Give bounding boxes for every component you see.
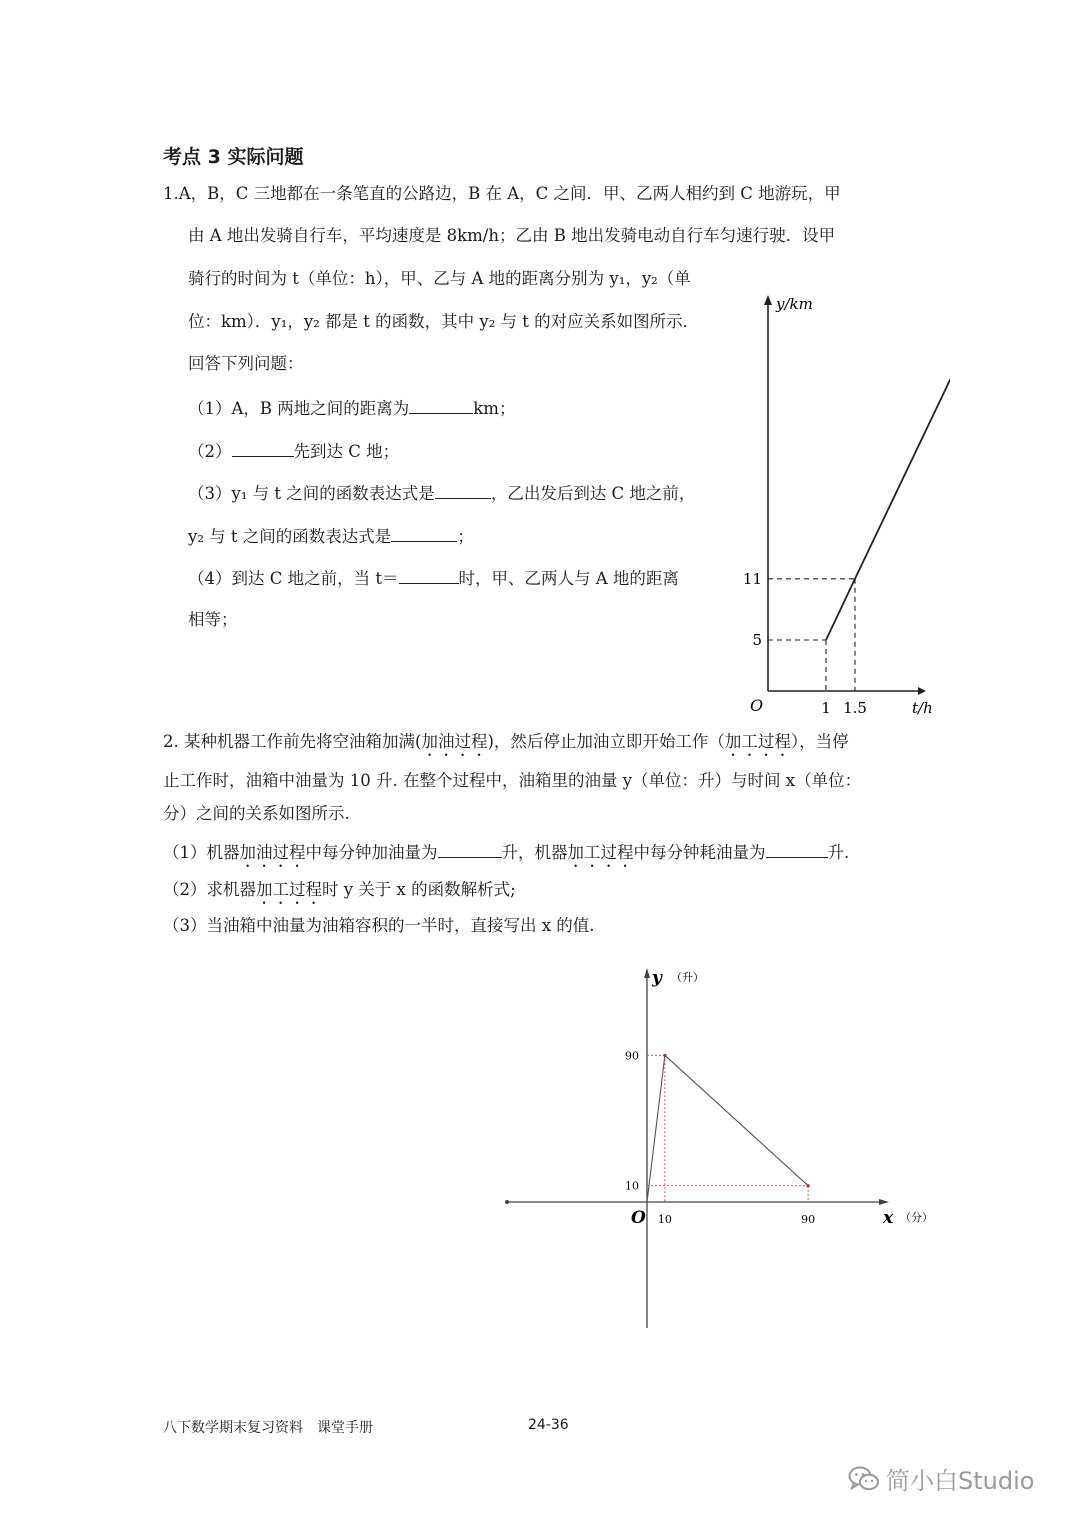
answer-blank[interactable]: [391, 527, 457, 542]
x-axis-label: t/h: [912, 699, 933, 717]
q2-line2: 止工作时，油箱中油量为 10 升. 在整个过程中，油箱里的油量 y（单位：升）与时间 x（单位：: [163, 771, 862, 790]
answer-blank[interactable]: [232, 442, 294, 457]
q2-sub1-c: 升，机器: [501, 843, 568, 862]
q2-sub1-e: 升.: [827, 843, 850, 862]
y-axis-label: y/km: [776, 295, 813, 313]
x-axis-start-dot: [505, 1200, 509, 1204]
q2-sub3: （3）当油箱中油量为油箱容积的一半时，直接写出 x 的值.: [163, 916, 595, 935]
q1-part2: [188, 442, 399, 461]
q2-sub1-emph1: 加油过程: [239, 843, 306, 862]
q1-part4-cont: 相等；: [188, 610, 238, 629]
q1-part2-text: （2）: [188, 442, 232, 461]
origin-label: O: [750, 696, 764, 715]
page-number: 24-36: [528, 1417, 569, 1433]
series-line-y2: [826, 324, 950, 640]
q2-line1: [163, 732, 849, 760]
answer-blank[interactable]: [409, 399, 473, 414]
q2-emph-fueling: 加油过程: [421, 732, 488, 751]
q2-sub2: [163, 880, 516, 908]
x-tick-label: 1: [821, 699, 831, 717]
y-axis-label: y: [652, 968, 662, 988]
q2-line1-b: )，然后停止加油立即开始工作（: [487, 732, 725, 751]
q1-part1: [188, 399, 515, 418]
answer-blank[interactable]: [399, 569, 459, 584]
q2-sub1-d: 中每分钟耗油量为: [633, 843, 766, 862]
q2-sub2-a: （2）求机器: [163, 880, 256, 899]
section-title: 考点 3 实际问题: [163, 146, 304, 168]
q2-line1-c: ），当停: [790, 732, 849, 751]
q1-part3-tail: ，乙出发后到达 C 地之前，: [490, 484, 696, 503]
q1-part3-text2: y₂ 与 t 之间的函数表达式是: [188, 527, 392, 546]
q1-line1: 1.A，B，C 三地都在一条笔直的公路边，B 在 A，C 之间．甲、乙两人相约到 C 地游玩，甲: [163, 184, 841, 203]
q1-part4: [188, 569, 679, 588]
y-tick-label: 90: [625, 1049, 639, 1063]
footer-title: 八下数学期末复习资料 课堂手册: [163, 1420, 373, 1436]
q2-sub2-emph: 加工过程: [256, 880, 322, 899]
x-tick-label: 1.5: [843, 699, 867, 717]
x-axis-label: x: [883, 1208, 894, 1228]
chart-q2: [495, 960, 945, 1335]
answer-blank[interactable]: [438, 843, 502, 858]
q1-line4: 位：km）．y₁，y₂ 都是 t 的函数，其中 y₂ 与 t 的对应关系如图所示．: [188, 312, 700, 331]
x-tick-label: 10: [657, 1213, 672, 1226]
series-line-fuel: [647, 1055, 808, 1202]
origin-label: O: [631, 1208, 646, 1228]
q1-part4-text: （4）到达 C 地之前，当 t＝: [188, 569, 399, 588]
x-axis-arrow: [918, 687, 926, 695]
q1-part3: [188, 484, 695, 503]
q1-part2-tail: 先到达 C 地；: [293, 442, 400, 461]
x-tick-label: 90: [801, 1213, 816, 1226]
y-axis-arrow: [764, 295, 772, 305]
q1-part3-end: ；: [457, 527, 474, 546]
watermark-text: 简小白Studio: [886, 1467, 1035, 1495]
q2-line3: 分）之间的关系如图所示.: [163, 804, 350, 823]
watermark: [848, 1461, 1034, 1496]
y-tick-label: 10: [625, 1179, 639, 1193]
chart-q1: [740, 285, 950, 725]
answer-blank[interactable]: [435, 484, 491, 499]
q1-part1-unit: km；: [473, 399, 516, 418]
y-axis-arrow: [644, 968, 650, 978]
q1-part3-text: （3）y₁ 与 t 之间的函数表达式是: [188, 484, 435, 503]
q1-line2: 由 A 地出发骑自行车，平均速度是 8km/h；乙由 B 地出发骑电动自行车匀速行驶．设甲: [188, 226, 836, 245]
y-axis-unit: （升）: [671, 971, 704, 984]
x-axis-arrow: [879, 1199, 889, 1205]
q2-sub1: [163, 843, 849, 871]
q2-sub1-a: （1）机器: [163, 843, 240, 862]
q1-line3: 骑行的时间为 t（单位：h），甲、乙与 A 地的距离分别为 y₁，y₂（单: [188, 269, 691, 288]
wechat-icon: [848, 1465, 880, 1493]
q2-emph-processing: 加工过程: [724, 732, 791, 751]
q1-part4-tail: 时，甲、乙两人与 A 地的距离: [458, 569, 679, 588]
q2-sub1-b: 中每分钟加油量为: [305, 843, 438, 862]
answer-blank[interactable]: [766, 843, 828, 858]
q2-sub2-b: 时 y 关于 x 的函数解析式;: [322, 880, 516, 899]
y-tick-label: 11: [742, 569, 762, 588]
q1-part1-text: （1）A，B 两地之间的距离为: [188, 399, 410, 418]
y-tick-label: 5: [752, 631, 762, 649]
q2-sub1-emph2: 加工过程: [567, 843, 634, 862]
q2-line1-a: 2. 某种机器工作前先将空油箱加满(: [163, 732, 422, 751]
q1-line5: 回答下列问题：: [188, 354, 304, 373]
q1-part3-cont: [188, 527, 474, 546]
x-axis-unit: （分）: [900, 1211, 933, 1224]
